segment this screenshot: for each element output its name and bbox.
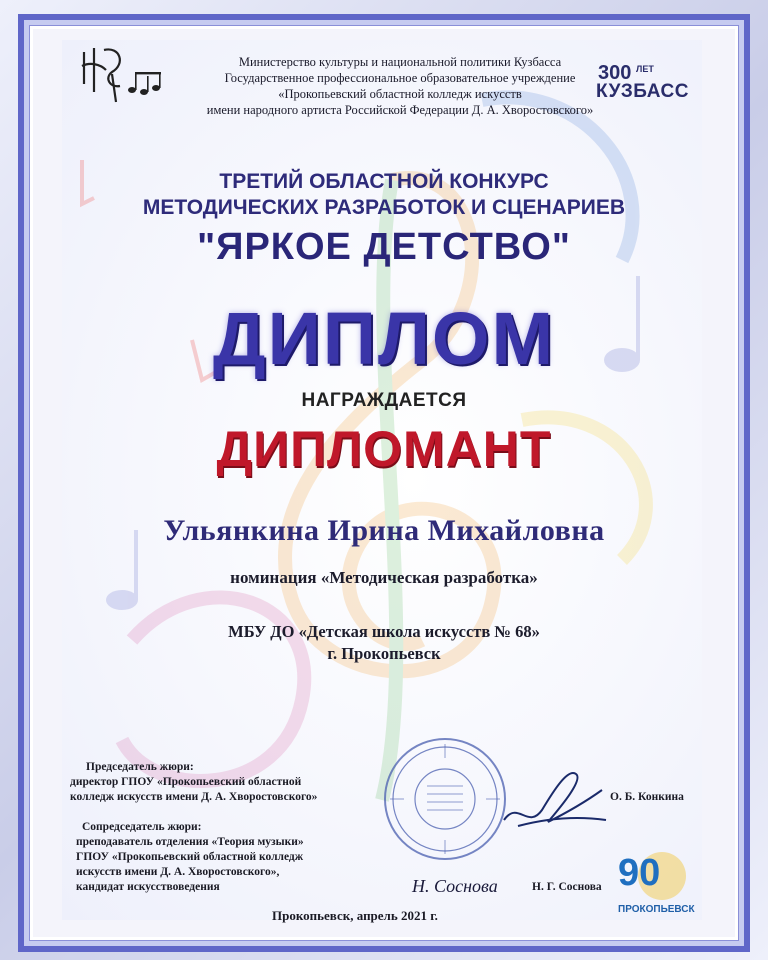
logo-90-city: ПРОКОПЬЕВСК [618, 904, 695, 915]
cochair-signature [408, 870, 528, 900]
chair-name: О. Б. Конкина [610, 791, 684, 803]
cochair-title: Сопредседатель жюри: [82, 821, 202, 833]
cochair-name: Н. Г. Соснова [532, 881, 602, 893]
header-line-1: Министерство культуры и национальной политики Кузбасса [238, 55, 562, 69]
prokopyevsk-90-logo [612, 846, 698, 918]
cochair-position-1: преподаватель отделения «Теория музыки» [76, 836, 304, 848]
logo-300-years: ЛЕТ [636, 64, 654, 74]
cochair-handwritten-name: Н. Соснова [412, 876, 498, 896]
header-line-3: «Прокопьевский областной колледж искусств [278, 87, 522, 101]
diploma-heading: ДИПЛОМ [212, 297, 556, 380]
awarded-label: НАГРАЖДАЕТСЯ [301, 390, 467, 411]
kuzbass-300-logo [596, 64, 700, 104]
logo-300-word: КУЗБАСС [596, 81, 689, 102]
recipient-name: Ульянкина Ирина Михайловна [163, 514, 605, 547]
cochair-position-2: ГПОУ «Прокопьевский областной колледж [76, 851, 304, 863]
place-date: Прокопьевск, апрель 2021 г. [272, 908, 438, 923]
cochair-position-4: кандидат искусствоведения [76, 881, 220, 893]
college-emblem [76, 44, 168, 106]
official-stamp [382, 736, 508, 862]
contest-title: "ЯРКОЕ ДЕТСТВО" [197, 226, 571, 268]
contest-line-2: МЕТОДИЧЕСКИХ РАЗРАБОТОК И СЦЕНАРИЕВ [142, 196, 626, 219]
header-line-2: Государственное профессиональное образовательное учреждение [224, 71, 576, 85]
cochair-position-3: искусств имени Д. А. Хворостовского», [76, 866, 280, 878]
chair-position-2: колледж искусств имени Д. А. Хворостовского» [70, 791, 318, 803]
logo-90-number: 90 [618, 852, 661, 894]
status-title: ДИПЛОМАНТ [216, 421, 552, 477]
chair-signature [498, 760, 610, 840]
city-name: г. Прокопьевск [327, 644, 441, 663]
header-line-4: имени народного артиста Российской Федерации Д. А. Хворостовского» [206, 103, 594, 117]
chair-title: Председатель жюри: [86, 761, 194, 773]
logo-300-number: 300 [598, 62, 632, 84]
nomination: номинация «Методическая разработка» [230, 568, 538, 587]
chair-position-1: директор ГПОУ «Прокопьевский областной [70, 776, 302, 788]
school-name: МБУ ДО «Детская школа искусств № 68» [228, 622, 540, 641]
contest-line-1: ТРЕТИЙ ОБЛАСТНОЙ КОНКУРС [219, 170, 549, 193]
